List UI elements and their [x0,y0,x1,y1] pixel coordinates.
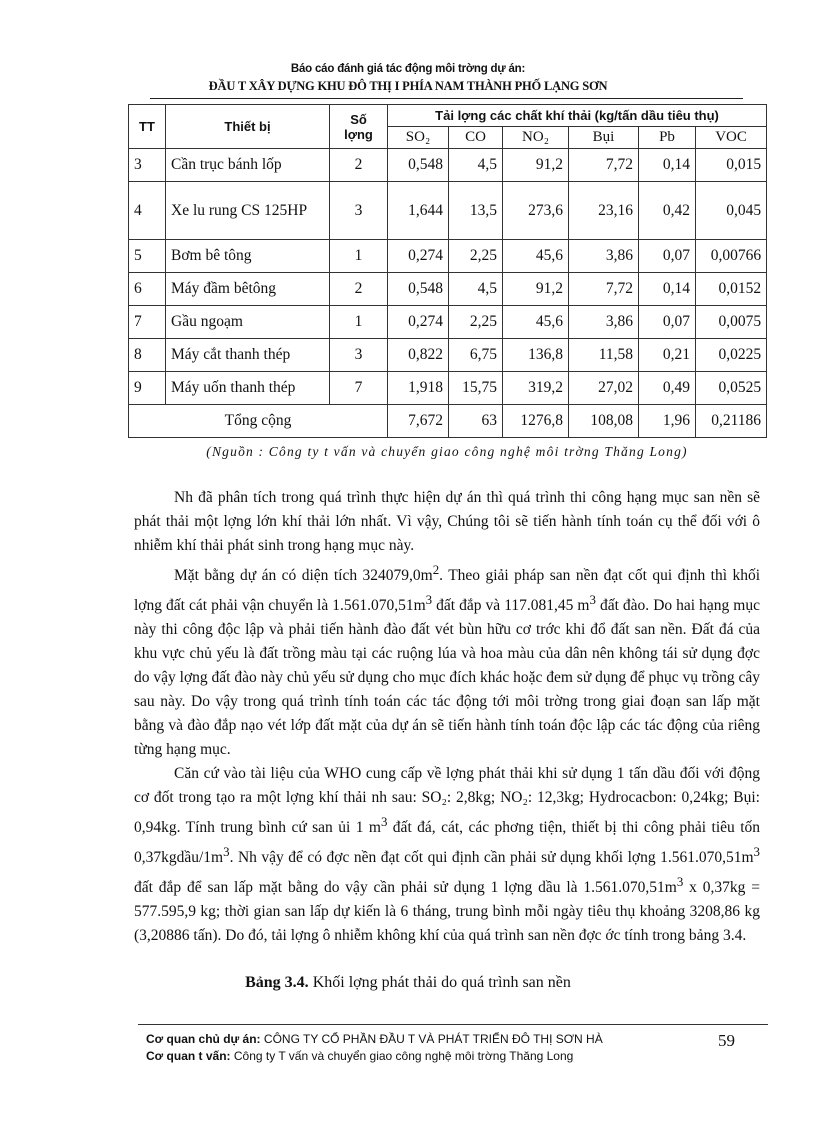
paragraph-2-text: đất đào. Do hai hạng mục này thi công độc lập và phải tiến hành đào đất vét bùn hữu cơ trớc khi đổ đất san nền. Đất đá của khu vực chủ yếu là đất trồng màu tại các ruộng lúa và hoa màu của dân nên không tái sử dụng đợc do vậy lợng đất đào này chủ yếu sử dụng cho mục đích khác hoặc đem sử dụng để phục vụ trồng cây sau này. Do vậy trong quá trình tính toán các tác động tới môi trờng trong giai đoạn san lấp mặt bằng và đào đắp nạo vét lớp đất mặt của dự án sẽ tiến hành tính toán độc lập các tác động của riêng từng hạng mục. [134,597,760,759]
table-row [129,372,767,405]
row-qty: 1 [330,240,388,273]
col-dust-header: Bụi [569,127,639,149]
row-qty: 2 [330,149,388,182]
row-co: 15,75 [449,372,503,405]
footer-owner-label: Cơ quan chủ dự án: [146,1032,261,1046]
row-qty: 3 [330,182,388,240]
row-no2: 91,2 [503,273,569,306]
caption-label: Bảng 3.4. [245,974,309,991]
row-tt: 3 [129,149,166,182]
row-dust: 11,58 [569,339,639,372]
col-so2-header: SO₂ [388,127,449,149]
row-no2: 273,6 [503,182,569,240]
emission-table [128,104,767,438]
row-device: Gầu ngoạm [166,306,330,339]
page-number: 59 [718,1031,735,1050]
project-title: ĐẦU T XÂY DỰNG KHU ĐÔ THỊ I PHÍA NAM THÀNH PHỐ LẠNG SƠN [208,79,608,93]
col-no2-header: NO₂ [503,127,569,149]
table-row [129,273,767,306]
row-dust: 27,02 [569,372,639,405]
row-co: 2,25 [449,240,503,273]
row-voc: 0,0075 [696,306,767,339]
col-pb-header: Pb [639,127,696,149]
row-so2: 0,274 [388,306,449,339]
superscript: 3 [676,874,684,890]
footer-divider [138,1024,768,1025]
row-no2: 91,2 [503,149,569,182]
paragraph-2-text: đất đắp và 117.081,45 m [432,597,590,615]
superscript: 3 [425,592,433,608]
footer-consultant-label: Cơ quan t vấn: [146,1049,231,1063]
row-voc: 0,015 [696,149,767,182]
row-co: 4,5 [449,149,503,182]
paragraph-3-text: đất đá, cát, các phơng tiện, thiết bị thi công phải tiêu tốn 0,37kgdầu/1m [134,819,761,867]
row-qty: 2 [330,273,388,306]
row-qty: 1 [330,306,388,339]
table-row [129,240,767,273]
table-row [129,182,767,240]
row-so2: 0,822 [388,339,449,372]
total-dust: 108,08 [569,405,639,438]
paragraph-3-text: x 0,37kg = 577.595,9 kg; thời gian san lấp dự kiến là 6 tháng, trung bình mỗi ngày tiêu thụ khoảng 3208,86 kg (3,20886 tấn). Do đó, tải lợng ô nhiễm không khí của quá trình san nền đợc ớc tính trong bảng 3.4. [134,879,760,945]
total-label: Tổng cộng [129,405,388,438]
row-co: 13,5 [449,182,503,240]
row-pb: 0,42 [639,182,696,240]
row-tt: 6 [129,273,166,306]
row-dust: 3,86 [569,240,639,273]
row-no2: 45,6 [503,240,569,273]
footer-owner-value: CÔNG TY CỔ PHẦN ĐẦU T VÀ PHÁT TRIỂN ĐÔ THỊ SƠN HÀ [260,1032,603,1046]
row-pb: 0,14 [639,149,696,182]
row-tt: 5 [129,240,166,273]
row-device: Máy cắt thanh thép [166,339,330,372]
row-tt: 4 [129,182,166,240]
row-tt: 9 [129,372,166,405]
table-row [129,306,767,339]
paragraph-2-text: Mặt bằng dự án có diện tích 324079,0m [174,567,433,585]
footer-owner [146,1032,603,1046]
row-dust: 7,72 [569,273,639,306]
superscript: 2 [432,562,440,577]
col-voc-header: VOC [696,127,767,149]
row-device: Máy uốn thanh thép [166,372,330,405]
table-row [129,339,767,372]
row-tt: 7 [129,306,166,339]
paragraph-3-text: . Nh vậy để có đợc nền đạt cốt qui định cần phải sử dụng khối lợng 1.561.070,51m [229,849,754,867]
row-pb: 0,49 [639,372,696,405]
row-dust: 3,86 [569,306,639,339]
row-voc: 0,0225 [696,339,767,372]
paragraph-2-text: . Theo giải pháp san nền đạt cốt qui định thì khối lợng đất cát phải vận chuyển là 1.561.070,51m [134,567,760,615]
row-pb: 0,07 [639,306,696,339]
row-device: Cần trục bánh lốp [166,149,330,182]
table-source-note: (Nguồn : Công ty t vấn và chuyển giao công nghệ môi trờng Thăng Long) [206,444,688,459]
col-device-header: Thiết bị [166,105,330,149]
row-tt: 8 [129,339,166,372]
total-co: 63 [449,405,503,438]
total-voc: 0,21186 [696,405,767,438]
col-group-header: Tải lợng các chất khí thải (kg/tấn dầu tiêu thụ) [388,105,767,127]
table-caption [0,974,816,992]
row-voc: 0,0525 [696,372,767,405]
superscript: 3 [223,844,230,860]
row-device: Máy đầm bêtông [166,273,330,306]
row-device: Bơm bê tông [166,240,330,273]
total-no2: 1276,8 [503,405,569,438]
row-dust: 7,72 [569,149,639,182]
row-voc: 0,045 [696,182,767,240]
superscript: 3 [380,814,388,829]
row-so2: 1,644 [388,182,449,240]
paragraph-3 [134,762,760,948]
col-count-header: Số lợng [330,105,388,149]
footer-consultant [146,1049,573,1063]
paragraph-3-text: Căn cứ vào tài liệu của WHO cung cấp về lợng phát thải khi sử dụng 1 tấn dầu đối với động cơ đốt trong tạo ra một lợng khí thải nh sau: SO₂: 2,8kg; NO₂: 12,3kg; Hydrocacbon: 0,24kg; Bụi: 0,94kg. Tính trung bình cứ san ủi 1 m [134,765,760,837]
row-no2: 319,2 [503,372,569,405]
footer-consultant-value: Công ty T vấn và chuyển giao công nghệ môi trờng Thăng Long [230,1049,574,1063]
total-so2: 7,672 [388,405,449,438]
row-pb: 0,07 [639,240,696,273]
total-pb: 1,96 [639,405,696,438]
paragraph-3-text: đất đắp để san lấp mặt bằng do vậy cần phải sử dụng 1 lợng dầu là 1.561.070,51m [134,879,677,897]
report-header-title: Báo cáo đánh giá tác động môi trờng dự án: [290,63,526,75]
row-no2: 45,6 [503,306,569,339]
row-co: 2,25 [449,306,503,339]
superscript: 3 [753,844,760,860]
header-divider [150,98,743,99]
paragraph-1: Nh đã phân tích trong quá trình thực hiện dự án thì quá trình thi công hạng mục san nền sẽ phát thải một lợng lớn khí thải lớn nhất. Vì vậy, Chúng tôi sẽ tiến hành tính toán cụ thể đối với ô nhiễm khí thải phát sinh trong hạng mục này. [134,489,760,554]
row-pb: 0,21 [639,339,696,372]
row-co: 6,75 [449,339,503,372]
col-co-header: CO [449,127,503,149]
row-voc: 0,00766 [696,240,767,273]
col-tt-header: TT [129,105,166,149]
row-dust: 23,16 [569,182,639,240]
table-row [129,149,767,182]
row-so2: 0,548 [388,149,449,182]
paragraph-2 [134,558,760,762]
row-device: Xe lu rung CS 125HP [166,182,330,240]
row-so2: 0,274 [388,240,449,273]
caption-text: Khối lợng phát thải do quá trình san nền [308,974,571,991]
row-qty: 3 [330,339,388,372]
row-no2: 136,8 [503,339,569,372]
row-co: 4,5 [449,273,503,306]
row-pb: 0,14 [639,273,696,306]
row-so2: 1,918 [388,372,449,405]
table-total-row [129,405,767,438]
superscript: 3 [589,592,596,608]
row-qty: 7 [330,372,388,405]
row-so2: 0,548 [388,273,449,306]
row-voc: 0,0152 [696,273,767,306]
